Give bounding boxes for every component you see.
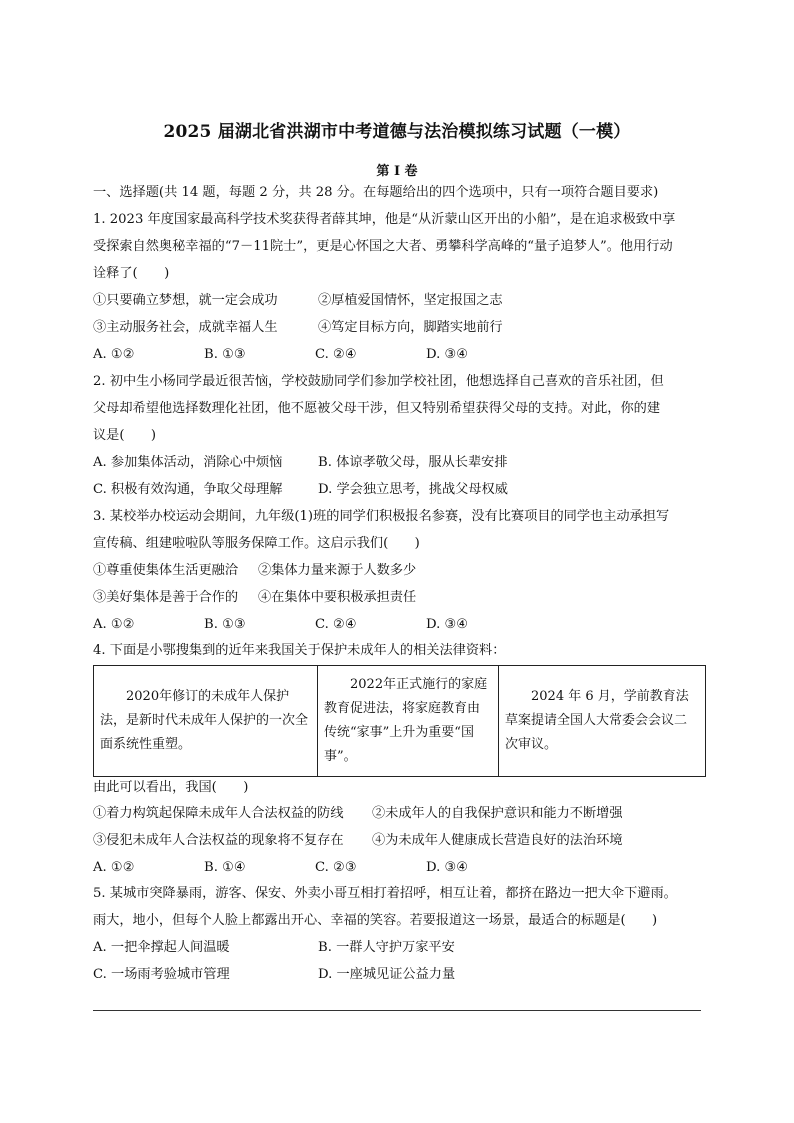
- q1-statements-row-1: [93, 292, 701, 310]
- q5-line-1: 5. 某城市突降暴雨，游客、保安、外卖小哥互相打着招呼，相互让着，都挤在路边一把大伞下避雨。: [93, 886, 677, 901]
- q4-statements-row-2: [93, 832, 701, 850]
- q5-choice-d[interactable]: D. 一座城见证公益力量: [318, 967, 456, 982]
- q3-choices: [93, 616, 701, 634]
- law-material-3: 2024 年 6 月，学前教育法草案提请全国人大常委会会议二次审议。: [505, 689, 689, 752]
- q4-choices: [93, 859, 701, 877]
- q1-statement-4: ④笃定目标方向，脚踏实地前行: [318, 320, 503, 335]
- q5-choices-row-1: [93, 939, 701, 957]
- q1-statement-2: ②厚植爱国情怀，坚定报国之志: [318, 293, 503, 308]
- table-cell: [94, 666, 318, 777]
- q5-line-2: 雨大，地小，但每个人脸上都露出开心、幸福的笑容。若要报道这一场景，最适合的标题是( ): [93, 913, 658, 928]
- q3-line-2: 宣传稿、组建啦啦队等服务保障工作。这启示我们( ): [93, 536, 420, 551]
- q4-statements-row-1: [93, 805, 701, 823]
- q1-choice-c[interactable]: C. ②④: [315, 347, 357, 362]
- q2-line-1: 2. 初中生小杨同学最近很苦恼，学校鼓励同学们参加学校社团，他想选择自己喜欢的音乐社团，但: [93, 374, 664, 389]
- q3-line-1: 3. 某校举办校运动会期间，九年级(1)班的同学们积极报名参赛，没有比赛项目的同学也主动承担写: [93, 509, 670, 524]
- q1-choice-b[interactable]: B. ①③: [204, 347, 246, 362]
- law-materials-table: [93, 665, 706, 777]
- q2-choice-b[interactable]: B. 体谅孝敬父母，服从长辈安排: [318, 455, 508, 470]
- q1-choice-a[interactable]: A. ①②: [93, 347, 135, 362]
- q2-line-3: 议是( ): [93, 428, 157, 443]
- q1-choice-d[interactable]: D. ③④: [426, 347, 469, 362]
- q3-statement-4: ④在集体中要积极承担责任: [258, 590, 417, 605]
- q3-choice-d[interactable]: D. ③④: [426, 617, 469, 632]
- q3-statement-1: ①尊重使集体生活更融洽: [93, 563, 239, 578]
- q2-choice-d[interactable]: D. 学会独立思考，挑战父母权威: [318, 482, 508, 497]
- q2-line-2: 父母却希望他选择数理化社团，他不愿被父母干涉，但又特别希望获得父母的支持。对此，你的建: [93, 401, 661, 416]
- table-cell: [499, 666, 706, 777]
- q3-statements-row-2: [93, 589, 701, 607]
- q3-statements-row-1: [93, 562, 701, 580]
- q3-choice-c[interactable]: C. ②④: [315, 617, 357, 632]
- q4-statement-3: ③侵犯未成年人合法权益的现象将不复存在: [93, 833, 344, 848]
- q1-line-2: 受探索自然奥秘幸福的“7－11院士”，更是心怀国之大者、勇攀科学高峰的“量子追梦人”。他用行动: [93, 239, 673, 254]
- q5-choices-row-2: [93, 966, 701, 984]
- q3-choice-a[interactable]: A. ①②: [93, 617, 135, 632]
- q4-choice-c[interactable]: C. ②③: [315, 860, 357, 875]
- page-title: 2025 届湖北省洪湖市中考道德与法治模拟练习试题（一模）: [163, 122, 631, 142]
- q1-statements-row-2: [93, 319, 701, 337]
- q3-statement-3: ③美好集体是善于合作的: [93, 590, 239, 605]
- q2-choice-a[interactable]: A. 参加集体活动，消除心中烦恼: [93, 455, 283, 470]
- q1-choices: [93, 346, 701, 364]
- page-divider: [93, 1010, 701, 1011]
- table-cell: [318, 666, 499, 777]
- q5-choice-a[interactable]: A. 一把伞撑起人间温暖: [93, 940, 230, 955]
- section-heading: 第 I 卷: [376, 164, 418, 179]
- q5-choice-c[interactable]: C. 一场雨考验城市管理: [93, 967, 230, 982]
- q4-statement-2: ②未成年人的自我保护意识和能力不断增强: [372, 806, 623, 821]
- q4-choice-d[interactable]: D. ③④: [426, 860, 469, 875]
- q2-choice-c[interactable]: C. 积极有效沟通，争取父母理解: [93, 482, 283, 497]
- q1-line-1: 1. 2023 年度国家最高科学技术奖获得者薛其坤，他是“从沂蒙山区开出的小船”，是在追求极致中享: [93, 212, 676, 227]
- q3-statement-2: ②集体力量来源于人数多少: [258, 563, 417, 578]
- q4-choice-b[interactable]: B. ①④: [204, 860, 246, 875]
- q4-statement-1: ①着力构筑起保障未成年人合法权益的防线: [93, 806, 344, 821]
- q2-choices-row-2: [93, 481, 701, 499]
- q3-choice-b[interactable]: B. ①③: [204, 617, 246, 632]
- law-material-1: 2020年修订的未成年人保护法，是新时代未成年人保护的一次全面系统性重塑。: [100, 689, 309, 752]
- q1-statement-3: ③主动服务社会，成就幸福人生: [93, 320, 278, 335]
- q4-question: 由此可以看出，我国( ): [93, 780, 249, 795]
- q5-choice-b[interactable]: B. 一群人守护万家平安: [318, 940, 455, 955]
- instructions: 一、选择题(共 14 题，每题 2 分，共 28 分。在每题给出的四个选项中，只有一项符合题目要求): [93, 185, 659, 200]
- q4-choice-a[interactable]: A. ①②: [93, 860, 135, 875]
- q1-statement-1: ①只要确立梦想，就一定会成功: [93, 293, 278, 308]
- q2-choices-row-1: [93, 454, 701, 472]
- q4-intro: 4. 下面是小鄂搜集到的近年来我国关于保护未成年人的相关法律资料：: [93, 643, 506, 658]
- law-material-2: 2022年正式施行的家庭教育促进法，将家庭教育由传统“家事”上升为重要“国事”。: [324, 677, 488, 764]
- q1-line-3: 诠释了( ): [93, 266, 170, 281]
- table-row: [94, 666, 706, 777]
- q4-statement-4: ④为未成年人健康成长营造良好的法治环境: [372, 833, 623, 848]
